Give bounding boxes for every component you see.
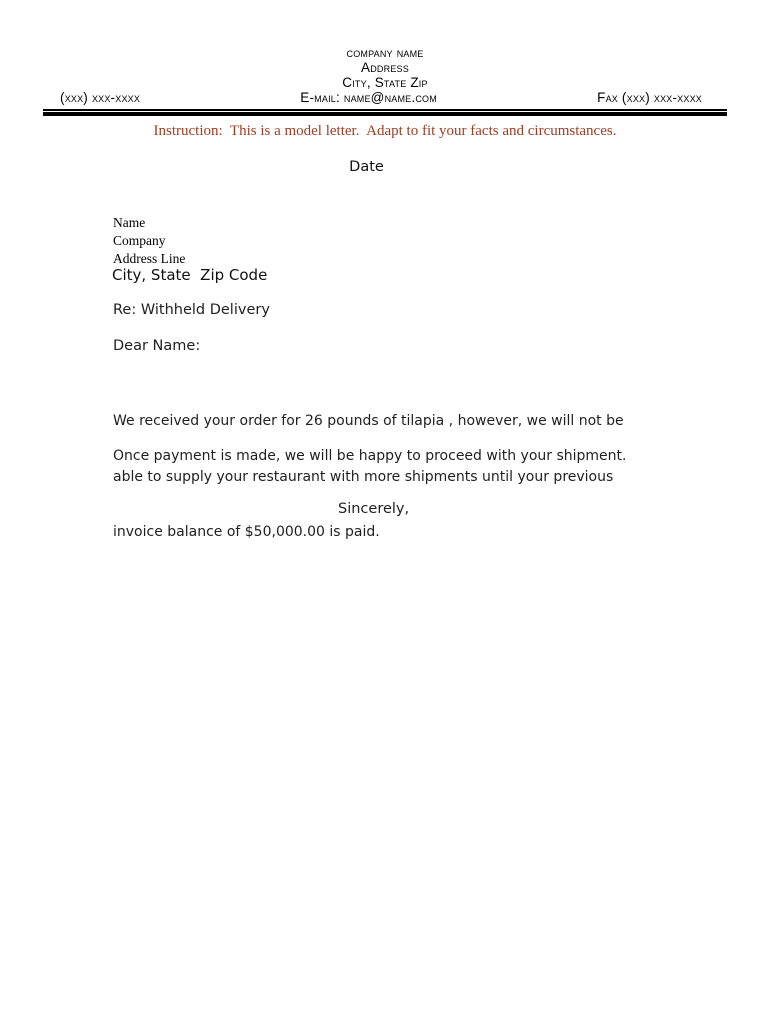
salutation: Dear Name:: [113, 338, 201, 354]
email-address: E-mail: name@name.com: [300, 89, 437, 105]
header-divider-rule: [43, 109, 727, 116]
recipient-address-line: Address Line: [113, 251, 186, 266]
letterhead: [43, 46, 727, 106]
body-paragraph-2: Once payment is made, we will be happy to proceed with your shipment.: [113, 448, 627, 464]
closing-sincerely: Sincerely,: [338, 501, 410, 517]
body-paragraph-1: [113, 375, 673, 579]
instruction-note: Instruction: This is a model letter. Adapt to fit your facts and circumstances.: [153, 123, 617, 139]
recipient-name: Name: [113, 215, 146, 230]
phone-number: (xxx) xxx-xxxx: [60, 89, 141, 105]
subject-line: Re: Withheld Delivery: [113, 302, 270, 318]
contact-row: [43, 91, 727, 106]
company-city-state-zip: City, State Zip: [342, 74, 428, 90]
fax-number: Fax (xxx) xxx-xxxx: [597, 89, 702, 105]
company-address: Address: [361, 59, 409, 75]
recipient-block: [113, 214, 185, 268]
company-name: company name: [346, 45, 424, 60]
body-paragraph-1-line-2: able to supply your restaurant with more shipments until your previous: [113, 468, 614, 485]
recipient-company: Company: [113, 233, 166, 248]
body-paragraph-1-line-1: We received your order for 26 pounds of tilapia , however, we will not be: [113, 413, 624, 429]
date-line: Date: [349, 159, 384, 175]
body-paragraph-1-line-3: invoice balance of $50,000.00 is paid.: [113, 524, 380, 540]
recipient-city-line: City, State Zip Code: [112, 266, 268, 284]
